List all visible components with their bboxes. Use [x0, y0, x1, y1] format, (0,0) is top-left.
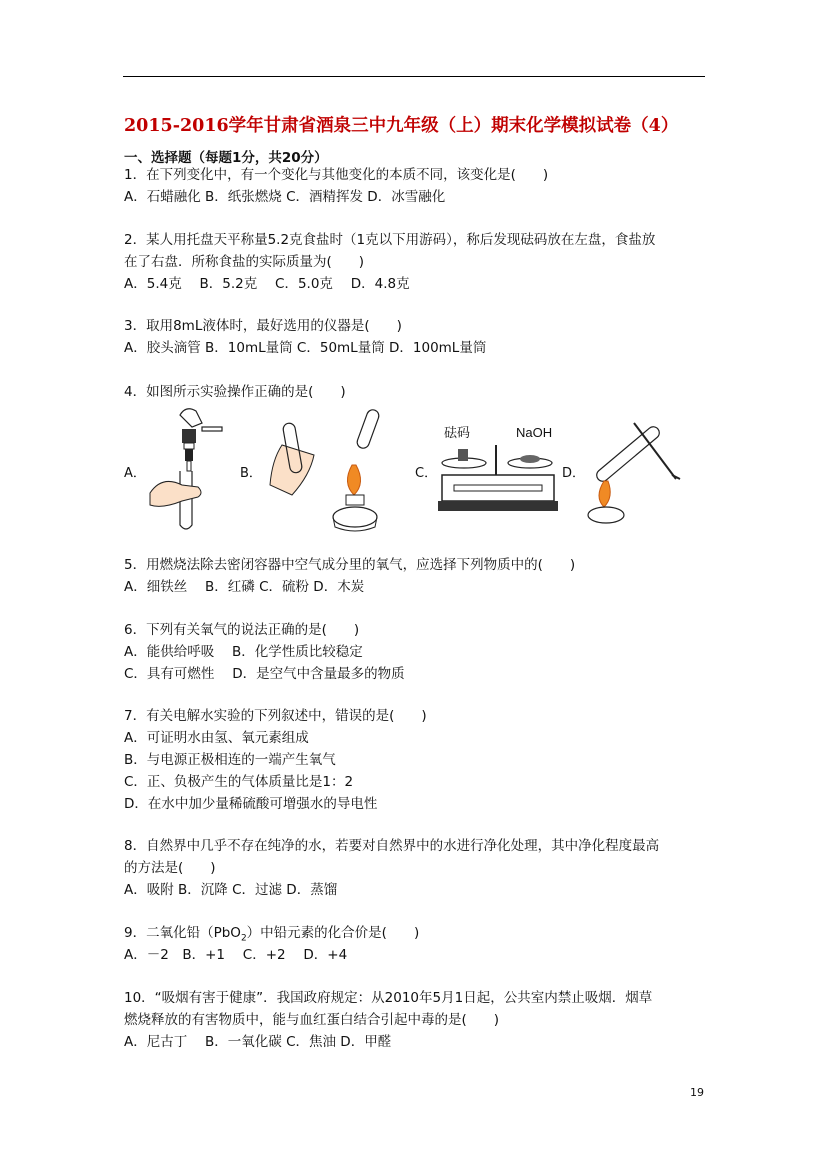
question-options: A．尼古丁 B．一氧化碳 C．焦油 D．甲醛	[124, 1034, 392, 1050]
naoh-label: NaOH	[516, 425, 553, 440]
exam-title: 2015-2016学年甘肃省酒泉三中九年级（上）期末化学模拟试卷（4）	[124, 116, 679, 136]
weights-label: 砝码	[444, 425, 471, 440]
question-line: 8．自然界中几乎不存在纯净的水，若要对自然界中的水进行净化处理，其中净化程度最高	[124, 838, 660, 854]
question-options: A．5.4克 B．5.2克 C．5.0克 D．4.8克	[124, 276, 410, 292]
question-line: 的方法是( )	[124, 860, 216, 876]
question-7	[124, 705, 714, 815]
question-2	[124, 229, 714, 295]
dropper-figure	[142, 405, 232, 535]
question-line: 7．有关电解水实验的下列叙述中，错误的是( )	[124, 708, 427, 724]
question-line: 5．用燃烧法除去密闭容器中空气成分里的氧气，应选择下列物质中的( )	[124, 557, 576, 573]
question-options: A．能供给呼吸 B．化学性质比较稳定	[124, 644, 363, 660]
question-options: A．石蜡融化 B．纸张燃烧 C．酒精挥发 D．冰雪融化	[124, 189, 446, 205]
question-options: D．在水中加少量稀硫酸可增强水的导电性	[124, 796, 378, 812]
subscript: 2	[240, 933, 247, 944]
figure-label-d: D．	[562, 466, 586, 481]
question-5	[124, 554, 714, 598]
question-options: A．吸附 B．沉降 C．过滤 D．蒸馏	[124, 882, 338, 898]
question-options: C．具有可燃性 D．是空气中含量最多的物质	[124, 666, 405, 682]
question-options: B．与电源正极相连的一端产生氧气	[124, 752, 336, 768]
question-options: A．胶头滴管 B．10mL量筒 C．50mL量筒 D．100mL量筒	[124, 340, 487, 356]
figure-label-b: B．	[240, 466, 262, 481]
balance-figure	[436, 405, 560, 519]
question-4	[124, 381, 714, 403]
question-line: 2．某人用托盘天平称量5.2克食盐时（1克以下用游码），称后发现砝码放在左盘，食盐放	[124, 232, 656, 248]
question-9	[124, 922, 714, 966]
figure-label-c: C．	[415, 466, 438, 481]
figure-label-a: A．	[124, 466, 146, 481]
question-options: A．可证明水由氢、氧元素组成	[124, 730, 309, 746]
question-text: ）中铅元素的化合价是( )	[246, 925, 420, 941]
question-6	[124, 619, 714, 685]
question-line: 4．如图所示实验操作正确的是( )	[124, 384, 346, 400]
question-line	[124, 922, 714, 944]
section-heading: 一、选择题（每题1分，共20分）	[124, 150, 328, 166]
question-line: 3．取用8mL液体时，最好选用的仪器是( )	[124, 318, 402, 334]
page-number: 19	[690, 1086, 704, 1099]
question-options: C．正、负极产生的气体质量比是1：2	[124, 774, 354, 790]
header-rule	[123, 76, 705, 77]
question-line: 10．“吸烟有害于健康”．我国政府规定：从2010年5月1日起，公共室内禁止吸烟．烟草	[124, 990, 653, 1006]
question-text: 9．二氧化铅（PbO	[124, 925, 241, 941]
question-8	[124, 835, 714, 901]
question-10	[124, 987, 714, 1053]
question-options: A．－2 B．+1 C．+2 D．+4	[124, 947, 348, 963]
question-line: 燃烧释放的有害物质中，能与血红蛋白结合引起中毒的是( )	[124, 1012, 500, 1028]
heating-solid-figure	[582, 405, 686, 527]
question-line: 6．下列有关氧气的说法正确的是( )	[124, 622, 360, 638]
question-options: A．细铁丝 B．红磷 C．硫粉 D．木炭	[124, 579, 365, 595]
question-3	[124, 315, 714, 359]
question-line: 1．在下列变化中，有一个变化与其他变化的本质不同，该变化是( )	[124, 167, 549, 183]
question-1	[124, 164, 714, 208]
heating-tube-figure	[262, 405, 392, 535]
question-line: 在了右盘．所称食盐的实际质量为( )	[124, 254, 365, 270]
